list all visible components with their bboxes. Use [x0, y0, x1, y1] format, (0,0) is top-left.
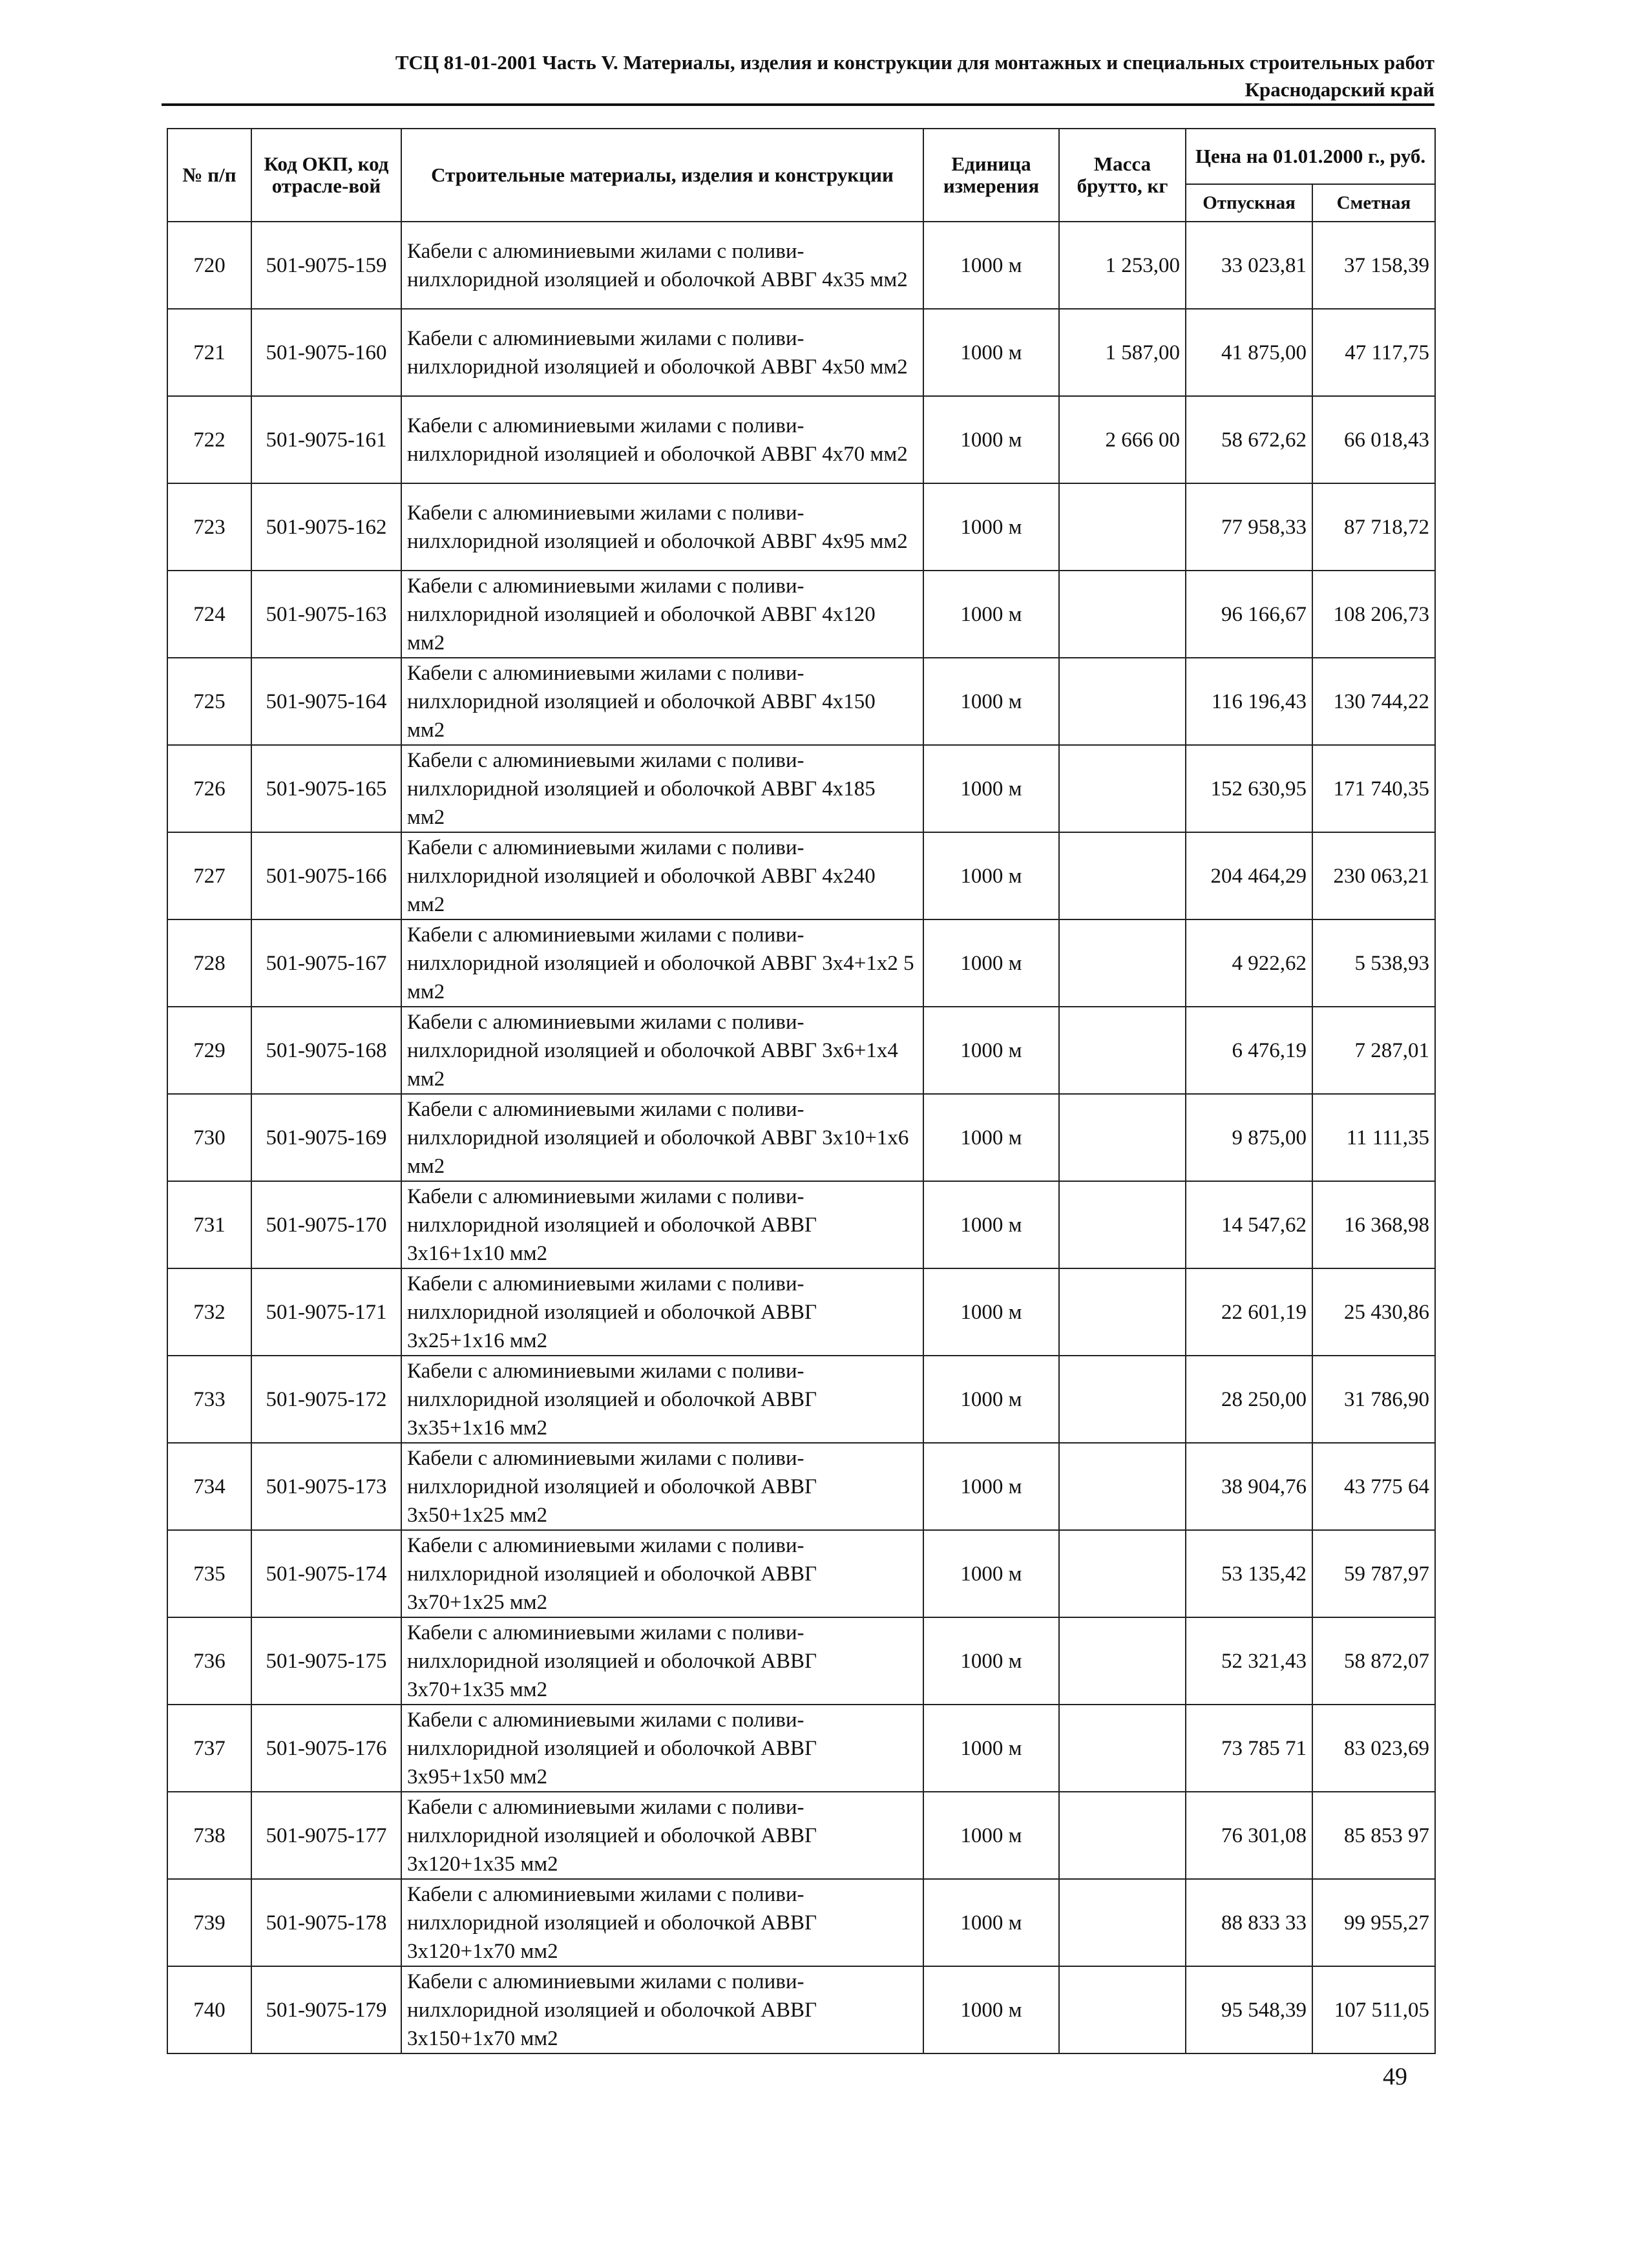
row-unit: 1000 м [923, 1181, 1059, 1268]
row-mass [1059, 745, 1186, 832]
row-code: 501-9075-173 [251, 1443, 401, 1530]
row-estimate-price: 16 368,98 [1312, 1181, 1435, 1268]
row-number: 731 [167, 1181, 251, 1268]
row-estimate-price: 107 511,05 [1312, 1966, 1435, 2053]
price-table [167, 128, 1436, 2054]
row-estimate-price: 230 063,21 [1312, 832, 1435, 919]
row-code: 501-9075-168 [251, 1007, 401, 1094]
row-description: Кабели с алюминиевыми жилами с поливи-нилхлоридной изоляцией и оболочкой АВВГ 4х150 мм2 [401, 658, 923, 745]
row-unit: 1000 м [923, 658, 1059, 745]
table-row [167, 1705, 1435, 1792]
row-code: 501-9075-169 [251, 1094, 401, 1181]
row-unit: 1000 м [923, 1966, 1059, 2053]
row-number: 720 [167, 222, 251, 309]
row-mass [1059, 1443, 1186, 1530]
row-unit: 1000 м [923, 571, 1059, 658]
row-release-price: 4 922,62 [1186, 919, 1312, 1007]
table-row [167, 745, 1435, 832]
row-mass [1059, 483, 1186, 571]
row-unit: 1000 м [923, 1530, 1059, 1617]
row-release-price: 58 672,62 [1186, 396, 1312, 483]
row-estimate-price: 25 430,86 [1312, 1268, 1435, 1356]
row-estimate-price: 87 718,72 [1312, 483, 1435, 571]
row-release-price: 116 196,43 [1186, 658, 1312, 745]
row-unit: 1000 м [923, 396, 1059, 483]
row-release-price: 96 166,67 [1186, 571, 1312, 658]
row-description: Кабели с алюминиевыми жилами с поливи-нилхлоридной изоляцией и оболочкой АВВГ 3х10+1х6 мм2 [401, 1094, 923, 1181]
table-row [167, 309, 1435, 396]
row-mass [1059, 571, 1186, 658]
row-estimate-price: 43 775 64 [1312, 1443, 1435, 1530]
row-estimate-price: 7 287,01 [1312, 1007, 1435, 1094]
table-row [167, 1966, 1435, 2053]
row-description: Кабели с алюминиевыми жилами с поливи-нилхлоридной изоляцией и оболочкой АВВГ 3х70+1х35 мм2 [401, 1617, 923, 1705]
col-estimate-price-header: Сметная [1312, 184, 1435, 222]
col-code-header: Код ОКП, код отрасле-вой [251, 129, 401, 222]
table-row [167, 1530, 1435, 1617]
row-release-price: 9 875,00 [1186, 1094, 1312, 1181]
row-release-price: 41 875,00 [1186, 309, 1312, 396]
row-description: Кабели с алюминиевыми жилами с поливи-нилхлоридной изоляцией и оболочкой АВВГ 3х35+1х16 мм2 [401, 1356, 923, 1443]
row-code: 501-9075-165 [251, 745, 401, 832]
row-estimate-price: 66 018,43 [1312, 396, 1435, 483]
row-release-price: 152 630,95 [1186, 745, 1312, 832]
row-unit: 1000 м [923, 1705, 1059, 1792]
row-release-price: 28 250,00 [1186, 1356, 1312, 1443]
row-number: 726 [167, 745, 251, 832]
row-mass [1059, 1617, 1186, 1705]
row-release-price: 77 958,33 [1186, 483, 1312, 571]
row-mass [1059, 1792, 1186, 1879]
table-row [167, 1443, 1435, 1530]
row-code: 501-9075-162 [251, 483, 401, 571]
table-row [167, 658, 1435, 745]
table-row [167, 1356, 1435, 1443]
table-row [167, 832, 1435, 919]
row-number: 735 [167, 1530, 251, 1617]
row-description: Кабели с алюминиевыми жилами с поливи-нилхлоридной изоляцией и оболочкой АВВГ 4х240 мм2 [401, 832, 923, 919]
row-number: 729 [167, 1007, 251, 1094]
table-row [167, 396, 1435, 483]
row-number: 734 [167, 1443, 251, 1530]
row-code: 501-9075-172 [251, 1356, 401, 1443]
row-estimate-price: 85 853 97 [1312, 1792, 1435, 1879]
row-code: 501-9075-167 [251, 919, 401, 1007]
row-number: 739 [167, 1879, 251, 1966]
row-number: 727 [167, 832, 251, 919]
row-unit: 1000 м [923, 1356, 1059, 1443]
row-unit: 1000 м [923, 1007, 1059, 1094]
table-row [167, 1007, 1435, 1094]
row-release-price: 6 476,19 [1186, 1007, 1312, 1094]
row-estimate-price: 31 786,90 [1312, 1356, 1435, 1443]
col-release-price-header: Отпускная [1186, 184, 1312, 222]
row-mass [1059, 1879, 1186, 1966]
row-description: Кабели с алюминиевыми жилами с поливи-нилхлоридной изоляцией и оболочкой АВВГ 3х4+1х2 5 мм2 [401, 919, 923, 1007]
row-release-price: 88 833 33 [1186, 1879, 1312, 1966]
row-unit: 1000 м [923, 1617, 1059, 1705]
row-description: Кабели с алюминиевыми жилами с поливи-нилхлоридной изоляцией и оболочкой АВВГ 4х70 мм2 [401, 396, 923, 483]
row-estimate-price: 5 538,93 [1312, 919, 1435, 1007]
page-number: 49 [1383, 2063, 1407, 2090]
row-mass [1059, 1530, 1186, 1617]
header-title: ТСЦ 81-01-2001 Часть V. Материалы, изделия и конструкции для монтажных и специальных строительных работ [395, 51, 1434, 74]
table-row [167, 483, 1435, 571]
row-number: 733 [167, 1356, 251, 1443]
row-code: 501-9075-161 [251, 396, 401, 483]
row-description: Кабели с алюминиевыми жилами с поливи-нилхлоридной изоляцией и оболочкой АВВГ 3х16+1х10 мм2 [401, 1181, 923, 1268]
row-code: 501-9075-179 [251, 1966, 401, 2053]
row-description: Кабели с алюминиевыми жилами с поливи-нилхлоридной изоляцией и оболочкой АВВГ 3х120+1х35 мм2 [401, 1792, 923, 1879]
row-number: 736 [167, 1617, 251, 1705]
row-mass [1059, 1356, 1186, 1443]
table-row [167, 1617, 1435, 1705]
row-mass [1059, 658, 1186, 745]
row-unit: 1000 м [923, 1792, 1059, 1879]
row-unit: 1000 м [923, 483, 1059, 571]
row-description: Кабели с алюминиевыми жилами с поливи-нилхлоридной изоляцией и оболочкой АВВГ 4х185 мм2 [401, 745, 923, 832]
row-mass: 1 253,00 [1059, 222, 1186, 309]
row-mass [1059, 1094, 1186, 1181]
row-number: 722 [167, 396, 251, 483]
row-number: 725 [167, 658, 251, 745]
row-code: 501-9075-164 [251, 658, 401, 745]
row-estimate-price: 130 744,22 [1312, 658, 1435, 745]
row-release-price: 22 601,19 [1186, 1268, 1312, 1356]
row-description: Кабели с алюминиевыми жилами с поливи-нилхлоридной изоляцией и оболочкой АВВГ 3х70+1х25 мм2 [401, 1530, 923, 1617]
col-unit-header: Единица измерения [923, 129, 1059, 222]
row-unit: 1000 м [923, 1443, 1059, 1530]
table-row [167, 919, 1435, 1007]
row-mass [1059, 832, 1186, 919]
row-code: 501-9075-177 [251, 1792, 401, 1879]
row-number: 730 [167, 1094, 251, 1181]
row-code: 501-9075-174 [251, 1530, 401, 1617]
row-number: 737 [167, 1705, 251, 1792]
row-mass [1059, 1268, 1186, 1356]
row-release-price: 53 135,42 [1186, 1530, 1312, 1617]
row-estimate-price: 59 787,97 [1312, 1530, 1435, 1617]
header-rule [162, 103, 1434, 106]
row-release-price: 52 321,43 [1186, 1617, 1312, 1705]
row-code: 501-9075-170 [251, 1181, 401, 1268]
row-description: Кабели с алюминиевыми жилами с поливи-нилхлоридной изоляцией и оболочкой АВВГ 3х150+1х70 мм2 [401, 1966, 923, 2053]
row-description: Кабели с алюминиевыми жилами с поливи-нилхлоридной изоляцией и оболочкой АВВГ 4х120 мм2 [401, 571, 923, 658]
row-description: Кабели с алюминиевыми жилами с поливи-нилхлоридной изоляцией и оболочкой АВВГ 3х25+1х16 мм2 [401, 1268, 923, 1356]
row-estimate-price: 58 872,07 [1312, 1617, 1435, 1705]
row-unit: 1000 м [923, 1094, 1059, 1181]
row-release-price: 204 464,29 [1186, 832, 1312, 919]
row-code: 501-9075-176 [251, 1705, 401, 1792]
row-code: 501-9075-166 [251, 832, 401, 919]
row-release-price: 73 785 71 [1186, 1705, 1312, 1792]
col-price-header: Цена на 01.01.2000 г., руб. [1186, 129, 1435, 184]
row-unit: 1000 м [923, 832, 1059, 919]
row-description: Кабели с алюминиевыми жилами с поливи-нилхлоридной изоляцией и оболочкой АВВГ 3х95+1х50 мм2 [401, 1705, 923, 1792]
row-unit: 1000 м [923, 919, 1059, 1007]
row-number: 738 [167, 1792, 251, 1879]
table-row [167, 1879, 1435, 1966]
header-region: Краснодарский край [1245, 78, 1434, 101]
row-description: Кабели с алюминиевыми жилами с поливи-нилхлоридной изоляцией и оболочкой АВВГ 3х6+1х4 мм2 [401, 1007, 923, 1094]
row-mass [1059, 919, 1186, 1007]
row-code: 501-9075-160 [251, 309, 401, 396]
row-number: 732 [167, 1268, 251, 1356]
col-mass-header: Масса брутто, кг [1059, 129, 1186, 222]
row-estimate-price: 99 955,27 [1312, 1879, 1435, 1966]
row-unit: 1000 м [923, 222, 1059, 309]
row-code: 501-9075-175 [251, 1617, 401, 1705]
row-code: 501-9075-159 [251, 222, 401, 309]
page-header [162, 49, 1434, 103]
row-code: 501-9075-171 [251, 1268, 401, 1356]
row-mass [1059, 1966, 1186, 2053]
table-row [167, 1792, 1435, 1879]
row-description: Кабели с алюминиевыми жилами с поливи-нилхлоридной изоляцией и оболочкой АВВГ 4х50 мм2 [401, 309, 923, 396]
row-mass [1059, 1007, 1186, 1094]
table-row [167, 571, 1435, 658]
row-description: Кабели с алюминиевыми жилами с поливи-нилхлоридной изоляцией и оболочкой АВВГ 4х95 мм2 [401, 483, 923, 571]
row-mass: 1 587,00 [1059, 309, 1186, 396]
row-release-price: 33 023,81 [1186, 222, 1312, 309]
row-number: 721 [167, 309, 251, 396]
row-code: 501-9075-178 [251, 1879, 401, 1966]
col-num-header: № п/п [167, 129, 251, 222]
table-row [167, 222, 1435, 309]
row-release-price: 38 904,76 [1186, 1443, 1312, 1530]
row-description: Кабели с алюминиевыми жилами с поливи-нилхлоридной изоляцией и оболочкой АВВГ 3х50+1х25 мм2 [401, 1443, 923, 1530]
table-row [167, 1181, 1435, 1268]
row-mass [1059, 1181, 1186, 1268]
row-number: 740 [167, 1966, 251, 2053]
table-body [167, 222, 1435, 2053]
row-estimate-price: 171 740,35 [1312, 745, 1435, 832]
row-estimate-price: 37 158,39 [1312, 222, 1435, 309]
row-unit: 1000 м [923, 1879, 1059, 1966]
row-code: 501-9075-163 [251, 571, 401, 658]
row-release-price: 95 548,39 [1186, 1966, 1312, 2053]
row-mass: 2 666 00 [1059, 396, 1186, 483]
row-release-price: 76 301,08 [1186, 1792, 1312, 1879]
row-number: 728 [167, 919, 251, 1007]
row-unit: 1000 м [923, 309, 1059, 396]
row-description: Кабели с алюминиевыми жилами с поливи-нилхлоридной изоляцией и оболочкой АВВГ 4х35 мм2 [401, 222, 923, 309]
row-number: 724 [167, 571, 251, 658]
row-estimate-price: 47 117,75 [1312, 309, 1435, 396]
table-row [167, 1094, 1435, 1181]
row-description: Кабели с алюминиевыми жилами с поливи-нилхлоридной изоляцией и оболочкой АВВГ 3х120+1х70 мм2 [401, 1879, 923, 1966]
row-unit: 1000 м [923, 745, 1059, 832]
row-estimate-price: 108 206,73 [1312, 571, 1435, 658]
table-row [167, 1268, 1435, 1356]
row-estimate-price: 83 023,69 [1312, 1705, 1435, 1792]
row-release-price: 14 547,62 [1186, 1181, 1312, 1268]
col-name-header: Строительные материалы, изделия и конструкции [401, 129, 923, 222]
row-unit: 1000 м [923, 1268, 1059, 1356]
row-number: 723 [167, 483, 251, 571]
row-mass [1059, 1705, 1186, 1792]
row-estimate-price: 11 111,35 [1312, 1094, 1435, 1181]
